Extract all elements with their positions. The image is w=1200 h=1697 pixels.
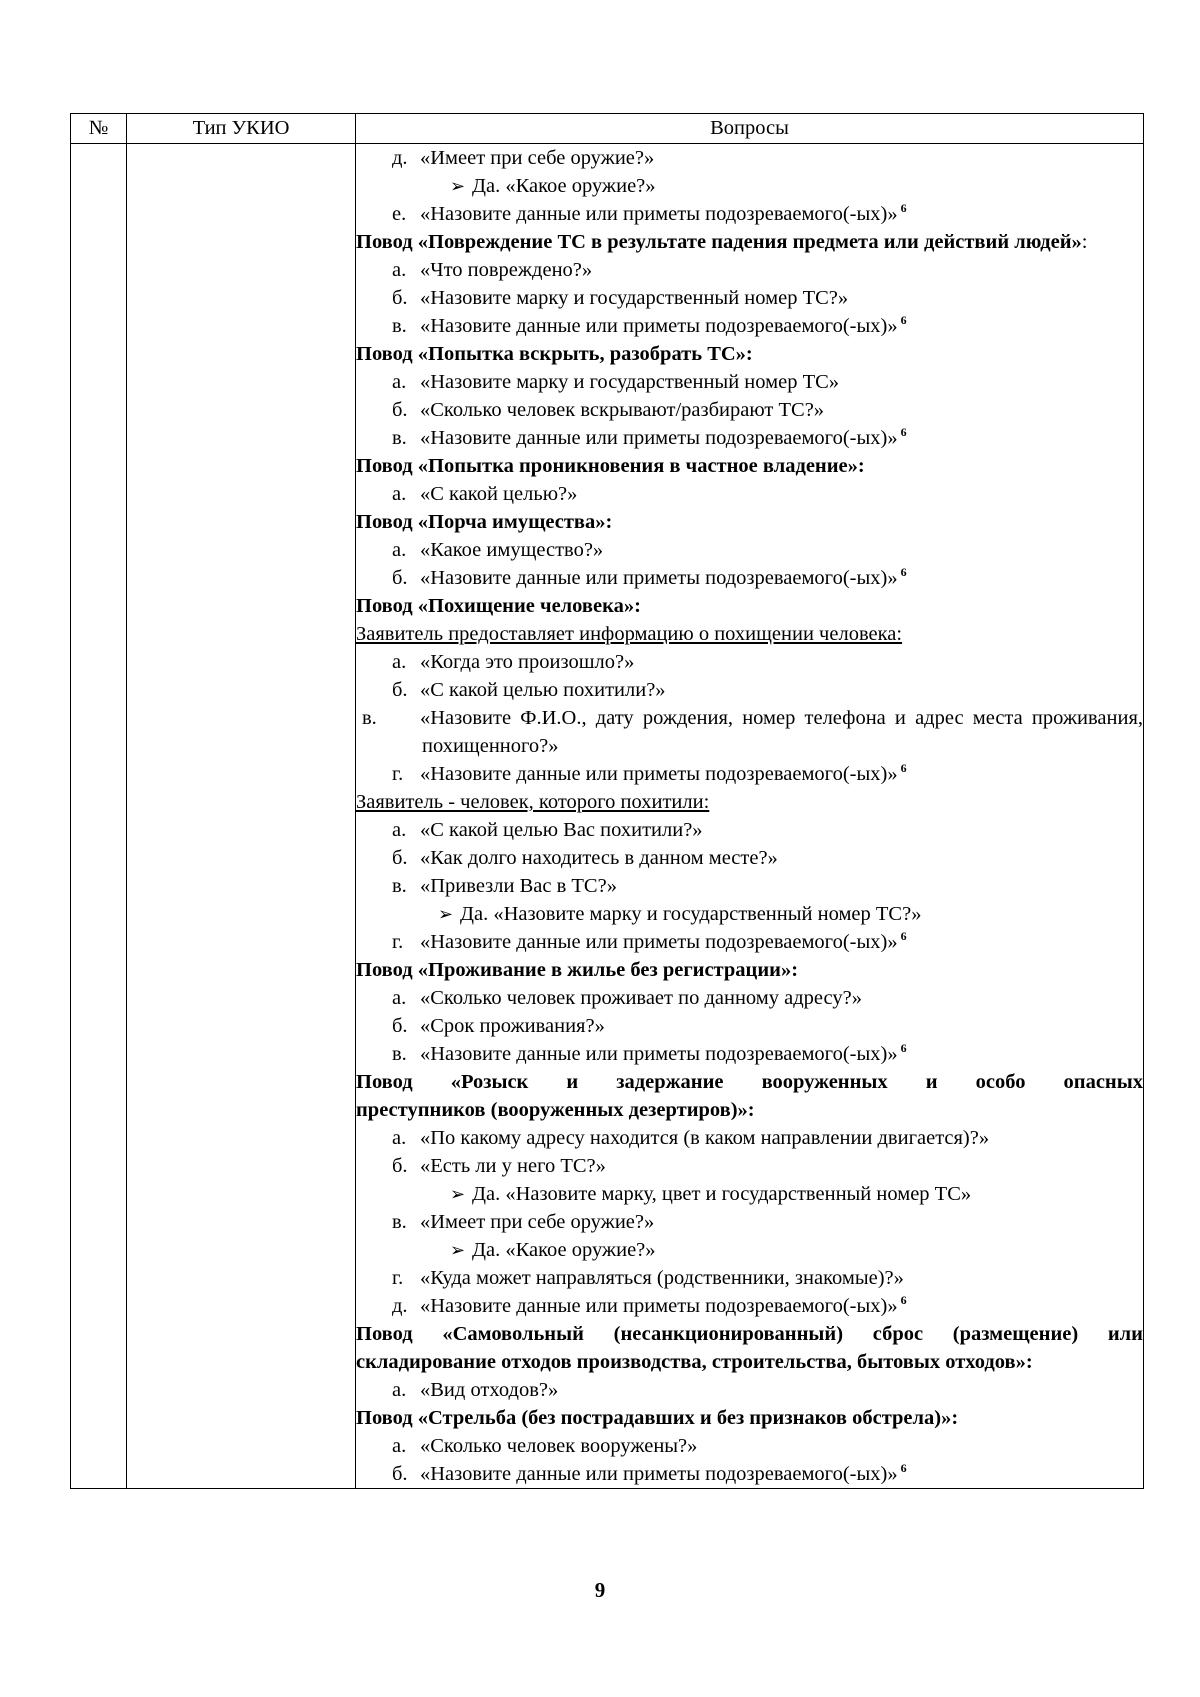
section-heading	[356, 228, 1143, 256]
item-text: «Срок проживания?»	[420, 1015, 605, 1037]
subsection-label	[356, 788, 1143, 816]
item-text: «Назовите Ф.И.О., дату рождения, номер телефона и адрес места проживания, похищенного?»	[420, 707, 1143, 757]
item-text: «С какой целью Вас похитили?»	[420, 819, 703, 841]
section-heading	[356, 1404, 1143, 1432]
section-heading	[356, 1320, 1143, 1376]
footnote-ref: 6	[900, 201, 907, 215]
footnote-ref: 6	[900, 761, 907, 775]
item-text: «Имеет при себе оружие?»	[420, 1211, 655, 1233]
list-marker: а.	[392, 651, 407, 673]
list-item	[356, 1152, 1143, 1180]
list-marker: в.	[392, 427, 407, 449]
section-heading	[356, 1068, 1143, 1096]
list-marker: в.	[392, 1211, 407, 1233]
list-item	[356, 816, 1143, 844]
subsection-text: Заявитель предоставляет информацию о похищении человека:	[356, 623, 903, 645]
item-text: Да. «Назовите марку, цвет и государственный номер ТС»	[472, 1183, 972, 1205]
list-marker: б.	[392, 1015, 408, 1037]
item-text: «С какой целью похитили?»	[420, 679, 666, 701]
list-item	[356, 1208, 1143, 1236]
heading-suffix: :	[1081, 231, 1088, 253]
list-marker: а.	[392, 483, 407, 505]
heading-text: Повод «Самовольный (несанкционированный) сброс (размещение) или складирование отходов производства, строительства, бытовых отходов»:	[356, 1323, 1143, 1373]
footnote-ref: 6	[900, 1293, 907, 1307]
item-text: «Что повреждено?»	[420, 259, 593, 281]
list-item	[356, 1432, 1143, 1460]
list-marker: б.	[392, 679, 408, 701]
list-marker: е.	[392, 203, 407, 225]
list-marker: д.	[392, 1295, 408, 1317]
item-text: «Куда может направляться (родственники, знакомые)?»	[420, 1267, 904, 1289]
item-text: «Когда это произошло?»	[420, 651, 635, 673]
list-marker: а.	[392, 1127, 407, 1149]
sub-answer	[356, 900, 1143, 928]
footnote-ref: 6	[900, 313, 907, 327]
questions-table	[70, 113, 1144, 1489]
list-item	[356, 396, 1143, 424]
item-text: Да. «Какое оружие?»	[472, 1239, 656, 1261]
subsection-text: Заявитель - человек, которого похитили:	[356, 791, 710, 813]
item-text: «Назовите данные или приметы подозреваемого(-ых)»	[420, 567, 898, 589]
list-item	[356, 368, 1143, 396]
list-item	[356, 144, 1143, 172]
section-heading	[356, 508, 1143, 536]
list-item	[356, 536, 1143, 564]
list-item	[356, 676, 1143, 704]
list-item	[356, 648, 1143, 676]
questions-cell	[356, 144, 1144, 1489]
footnote-ref: 6	[900, 565, 907, 579]
section-heading	[356, 340, 1143, 368]
list-item	[356, 1012, 1143, 1040]
item-text: «Назовите данные или приметы подозреваемого(-ых)»	[420, 1463, 898, 1485]
list-item	[356, 1264, 1143, 1292]
footnote-ref: 6	[900, 929, 907, 943]
heading-text: Повод «Повреждение ТС в результате падения предмета или действий людей»	[356, 231, 1082, 253]
type-cell	[127, 144, 356, 1489]
header-type: Тип УКИО	[127, 114, 356, 144]
heading-text: Повод «Попытка проникновения в частное владение»:	[356, 455, 865, 477]
list-item	[356, 928, 1143, 956]
item-text: «Сколько человек вскрывают/разбирают ТС?»	[420, 399, 825, 421]
footnote-ref: 6	[900, 425, 907, 439]
list-marker: а.	[392, 259, 407, 281]
list-item	[356, 480, 1143, 508]
header-num: №	[71, 114, 127, 144]
item-text: «Назовите данные или приметы подозреваемого(-ых)»	[420, 315, 898, 337]
item-text: «Назовите марку и государственный номер ТС»	[420, 371, 840, 393]
item-text: «Сколько человек проживает по данному адресу?»	[420, 987, 862, 1009]
item-text: «Вид отходов?»	[420, 1379, 559, 1401]
item-text: «С какой целью?»	[420, 483, 578, 505]
item-text: «Назовите данные или приметы подозреваемого(-ых)»	[420, 203, 898, 225]
item-text: «Назовите марку и государственный номер ТС?»	[420, 287, 849, 309]
list-item	[356, 284, 1143, 312]
list-marker: а.	[392, 1435, 407, 1457]
list-marker: б.	[392, 287, 408, 309]
heading-text: Повод «Стрельба (без пострадавших и без признаков обстрела)»:	[356, 1407, 959, 1429]
section-heading	[356, 592, 1143, 620]
item-text: «Как долго находитесь в данном месте?»	[420, 847, 778, 869]
item-text: «Назовите данные или приметы подозреваемого(-ых)»	[420, 1295, 898, 1317]
item-text: «Сколько человек вооружены?»	[420, 1435, 698, 1457]
page-number: 9	[594, 1578, 606, 1602]
list-item	[356, 312, 1143, 340]
item-text: «Есть ли у него ТС?»	[420, 1155, 606, 1177]
list-item	[356, 1460, 1143, 1488]
section-heading	[356, 452, 1143, 480]
list-marker: б.	[392, 567, 408, 589]
list-item	[356, 984, 1143, 1012]
arrow-bullet: ➢	[450, 1240, 466, 1260]
heading-text: Повод «Проживание в жилье без регистрации»:	[356, 959, 799, 981]
list-item	[356, 844, 1143, 872]
list-marker: г.	[392, 931, 404, 953]
list-item	[356, 1292, 1143, 1320]
list-item	[356, 1040, 1143, 1068]
heading-text: Повод «Розыск и задержание вооруженных и особо опасных	[356, 1071, 1143, 1093]
heading-text: преступников (вооруженных дезертиров)»:	[356, 1099, 755, 1121]
list-marker: б.	[392, 1155, 408, 1177]
num-cell	[71, 144, 127, 1489]
item-text: «Назовите данные или приметы подозреваемого(-ых)»	[420, 931, 898, 953]
list-item	[356, 760, 1143, 788]
sub-answer	[356, 172, 1143, 200]
item-text: «Какое имущество?»	[420, 539, 604, 561]
list-marker: г.	[392, 763, 404, 785]
item-text: «Назовите данные или приметы подозреваемого(-ых)»	[420, 427, 898, 449]
arrow-bullet: ➢	[450, 176, 466, 196]
list-marker: а.	[392, 987, 407, 1009]
list-marker: в.	[392, 315, 407, 337]
list-marker: б.	[392, 1463, 408, 1485]
list-marker: а.	[392, 1379, 407, 1401]
heading-text: Повод «Порча имущества»:	[356, 511, 613, 533]
table-header-row	[71, 114, 1144, 144]
list-marker: а.	[392, 539, 407, 561]
subsection-label	[356, 620, 1143, 648]
arrow-bullet: ➢	[438, 904, 454, 924]
item-text: «Привезли Вас в ТС?»	[420, 875, 617, 897]
sub-answer	[356, 1180, 1143, 1208]
header-questions: Вопросы	[356, 114, 1144, 144]
list-item	[356, 1124, 1143, 1152]
sub-answer	[356, 1236, 1143, 1264]
list-item	[356, 704, 1143, 760]
item-text: «Назовите данные или приметы подозреваемого(-ых)»	[420, 1043, 898, 1065]
list-marker: г.	[392, 1267, 404, 1289]
heading-text: Повод «Похищение человека»:	[356, 595, 641, 617]
list-marker: а.	[392, 819, 407, 841]
list-item	[356, 200, 1143, 228]
list-marker: в.	[362, 707, 377, 729]
list-item	[356, 256, 1143, 284]
section-heading	[356, 1096, 1143, 1124]
list-item	[356, 424, 1143, 452]
item-text: «Назовите данные или приметы подозреваемого(-ых)»	[420, 763, 898, 785]
item-text: «Имеет при себе оружие?»	[420, 147, 655, 169]
list-item	[356, 872, 1143, 900]
list-marker: в.	[392, 1043, 407, 1065]
table-row	[71, 144, 1144, 1489]
list-marker: б.	[392, 399, 408, 421]
item-text: «По какому адресу находится (в каком направлении двигается)?»	[420, 1127, 990, 1149]
section-heading	[356, 956, 1143, 984]
list-marker: д.	[392, 147, 408, 169]
list-item	[356, 1376, 1143, 1404]
footnote-ref: 6	[900, 1461, 907, 1475]
list-marker: в.	[392, 875, 407, 897]
arrow-bullet: ➢	[450, 1184, 466, 1204]
list-marker: а.	[392, 371, 407, 393]
footnote-ref: 6	[900, 1041, 907, 1055]
item-text: Да. «Назовите марку и государственный номер ТС?»	[460, 903, 922, 925]
list-item	[356, 564, 1143, 592]
list-marker: б.	[392, 847, 408, 869]
heading-text: Повод «Попытка вскрыть, разобрать ТС»:	[356, 343, 753, 365]
item-text: Да. «Какое оружие?»	[472, 175, 656, 197]
